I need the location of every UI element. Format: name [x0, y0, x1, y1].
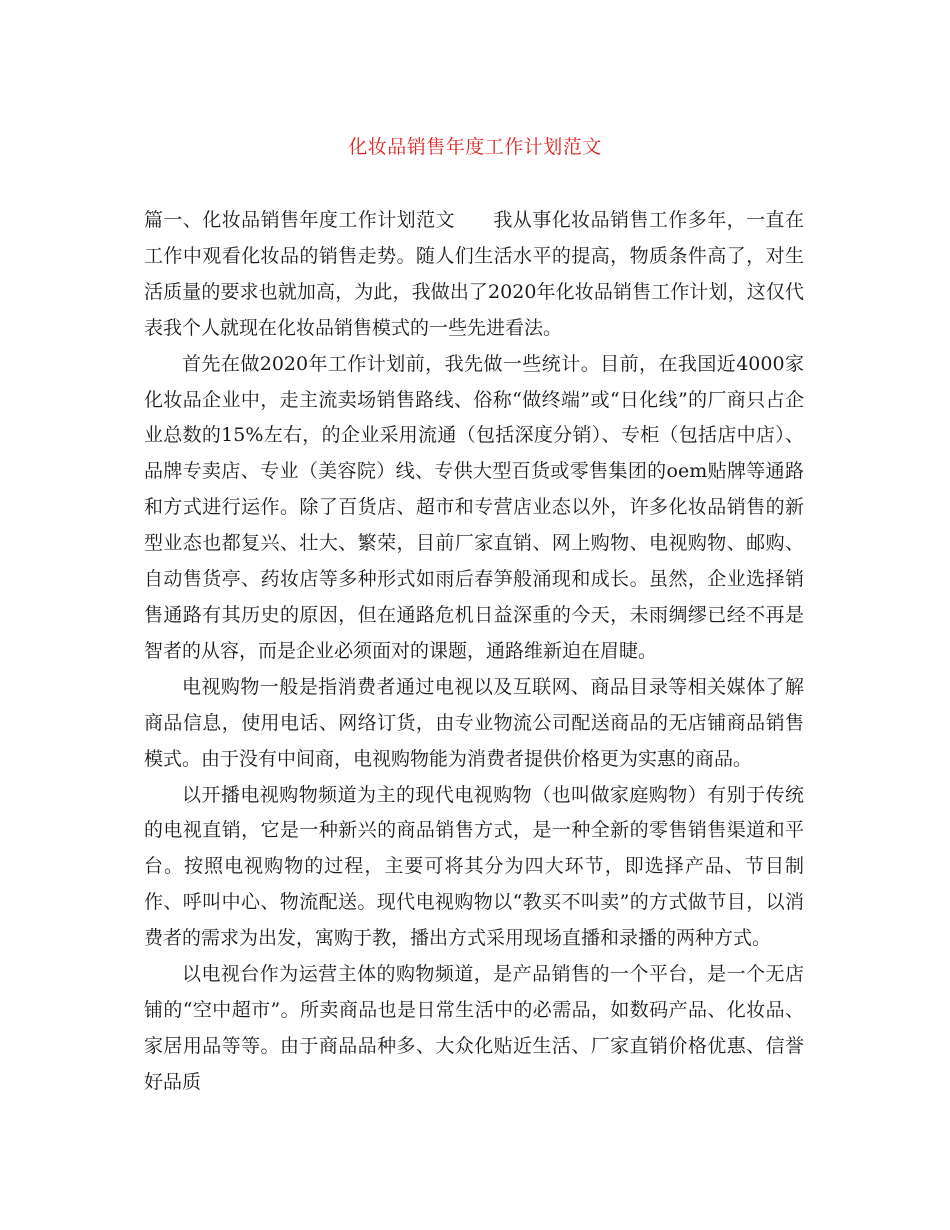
document-title: 化妆品销售年度工作计划范文: [348, 136, 602, 158]
intro-paragraph: [144, 203, 804, 347]
paragraph: 电视购物一般是指消费者通过电视以及互联网、商品目录等相关媒体了解商品信息，使用电话、网络订货，由专业物流公司配送商品的无店铺商品销售模式。由于没有中间商，电视购物能为消费者提供价格更为实惠的商品。: [144, 675, 804, 770]
paragraph: 以开播电视购物频道为主的现代电视购物（也叫做家庭购物）有别于传统的电视直销，它是一种新兴的商品销售方式，是一种全新的零售销售渠道和平台。按照电视购物的过程，主要可将其分为四大环节，即选择产品、节目制作、呼叫中心、物流配送。现代电视购物以“教买不叫卖”的方式做节目，以消费者的需求为出发，寓购于教，播出方式采用现场直播和录播的两种方式。: [144, 783, 804, 950]
paragraph: 以电视台作为运营主体的购物频道，是产品销售的一个平台，是一个无店铺的“空中超市”。所卖商品也是日常生活中的必需品，如数码产品、化妆品、家居用品等等。由于商品品种多、大众化贴近生活、厂家直销价格优惠、信誉好品质: [144, 963, 804, 1093]
section-heading: 篇一、化妆品销售年度工作计划范文: [144, 209, 455, 231]
paragraph: 首先在做2020年工作计划前，我先做一些统计。目前，在我国近4000家化妆品企业中，走主流卖场销售路线、俗称“做终端”或“日化线”的厂商只占企业总数的15%左右，的企业采用流通（包括深度分销）、专柜（包括店中店）、品牌专卖店、专业（美容院）线、专供大型百货或零售集团的oem贴牌等通路和方式进行运作。除了百货店、超市和专营店业态以外，许多化妆品销售的新型业态也都复兴、壮大、繁荣，目前厂家直销、网上购物、电视购物、邮购、自动售货亭、药妆店等多种形式如雨后春笋般涌现和成长。虽然，企业选择销售通路有其历史的原因，但在通路危机日益深重的今天，未雨绸缪已经不再是智者的从容，而是企业必须面对的课题，通路维新迫在眉睫。: [144, 352, 804, 662]
document-body: [144, 203, 804, 1101]
paragraph-text: 我从事化妆品销售工作多年，一直在工作中观看化妆品的销售走势。随人们生活水平的提高，物质条件高了，对生活质量的要求也就加高，为此，我做出了2020年化妆品销售工作计划，这仅代表我个人就现在化妆品销售模式的一些先进看法。: [144, 209, 804, 339]
